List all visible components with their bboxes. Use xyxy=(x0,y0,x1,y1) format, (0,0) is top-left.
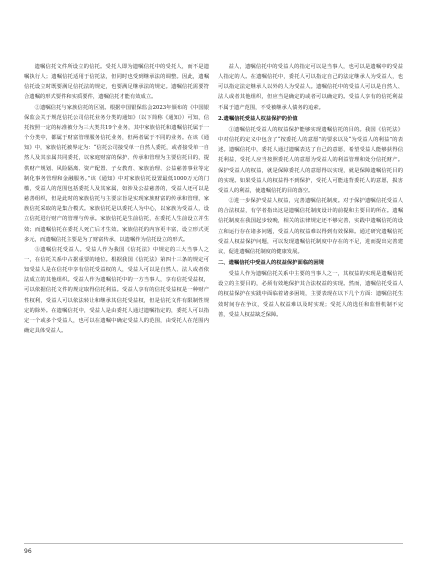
left-column xyxy=(24,62,209,336)
paragraph: ②进一步保护受益人权益，完善遗嘱信托制度。对于保护遗嘱信托受益人的合法权益，有学者指出这是遗嘱信托制度设计的前提和主要目的所在。遗嘱信托制度在我国起步较晚，相关的法律规定还不够完善，实践中遗嘱信托的设立和运行存在诸多问题，受益人的权益难以得到有效保障。通过研究遗嘱信托受益人权益保护问题，可以发现遗嘱信托制度中存在的不足，进而提出完善建议，促进遗嘱信托制度的健康发展。 xyxy=(218,198,403,255)
paragraph: ②遗嘱信托与家族信托的区别。根据中国银保监会2023年颁布的《中国银保监会关于规范信托公司信托业务分类的通知》（以下简称《通知》）可知，信托按照一定的标准被分为三大类共19个业务，其中家族信托和遗嘱信托属于一个分类中，都属于财富管理服务信托业务，但两者属于不同的业务。在该《通知》中，家族信托被界定为：“信托公司接受单一自然人委托，或者接受单一自然人及其亲属共同委托，以家庭财富的保护、传承和管理为主要信托目的，提供财产规划、风险隔离、资产配置、子女教育、家族治理、公益慈善事业等定制化事务管理和金融服务。”该《通知》中对家族信托设置最低1000万元的门槛，受益人的范围包括委托人及其家属，如涉及公益慈善的，受益人还可以是慈善组织，但是此时的家族信托与主要宗旨是实现家族财富的传承和管理，家族信托采取的是集合模式。家族信托是以委托人为中心，以家族为受益人，设立信托进行财产的管理与传承。家族信托是生前信托，在委托人生前设立并生效；而遗嘱信托在委托人死亡后才生效。家族信托的内容更丰富，设立形式更多元，而遗嘱信托主要是为了财富传承，以遗嘱作为信托设立的形式。 xyxy=(24,104,209,243)
paragraph: 遗嘱信托文件所设立的信托。受托人即为遗嘱信托中的受托人，而不是遗嘱执行人；遗嘱信托适用于信托法，但同时也受到继承法的调整。因此，遗嘱信托设立时既要满足信托法的规定，也要满足继承法的规定。遗嘱信托需要符合遗嘱的形式要件和实质要件，遗嘱信托才能有效成立。 xyxy=(24,64,209,101)
right-column xyxy=(218,62,403,320)
section-subheading: 2.遗嘱信托受益人权益保护的价值 xyxy=(218,115,298,122)
paragraph: ①遗嘱信托受益人的权益保护能够实现遗嘱信托的目的。我国《信托法》中对信托的定义中包含了“按委托人的意愿”的要求以及“为受益人的利益”的表述。遗嘱信托中，委托人通过遗嘱表达了自己的意愿，希望受益人能够获得信托利益，受托人应当按照委托人的意愿为受益人的利益管理和处分信托财产。保护受益人的权益，就是保障委托人的意愿得以实现，就是保障遗嘱信托目的的实现。如果受益人的权益得不到保护，受托人可能违背委托人的意愿，损害受益人的利益，使遗嘱信托的目的落空。 xyxy=(218,126,403,194)
section-heading: 二、遗嘱信托中受益人的权益保护面临的困境 xyxy=(218,259,324,266)
paragraph: ③遗嘱信托受益人。受益人作为我国《信托法》中规定的三大当事人之一，在信托关系中占据重要的地位。根据我国《信托法》第四十三条的规定可知受益人是在信托中享有信托受益权的人，受益人可以是自然人、法人或者依法成立的其他组织。受益人作为遗嘱信托中的一方当事人，享有信托受益权，可以依据信托文件的规定取得信托利益。受益人享有的信托受益权是一种财产性权利，受益人可以依法转让和继承其信托受益权，但是信托文件有限制性规定的除外。在遗嘱信托中，受益人是由委托人通过遗嘱指定的，委托人可以指定一个或多个受益人，也可以在遗嘱中确定受益人的范围，由受托人在范围内确定具体受益人。 xyxy=(24,246,209,335)
paragraph: 受益人作为遗嘱信托关系中主要的当事人之一，其权益的实现是遗嘱信托设立的主要目的，必须有效地保护其合法权益的实现。然而，遗嘱信托受益人的权益保护在实践中面临着诸多困境，主要表现在以下几个方面：遗嘱信托生效时间存在争议，受益人权益难以及时实现；受托人的选任和监督机制不完善，受益人权益缺乏保障。 xyxy=(218,271,403,318)
page-number: 96 xyxy=(24,548,32,555)
paragraph: 益人，遗嘱信托中的受益人的指定可以是当事人，也可以是遗嘱中的受益人指定的人。在遗嘱信托中，委托人可以指定自己的法定继承人为受益人，也可以指定法定继承人以外的人为受益人。遗嘱信托中的受益人可以是自然人、法人或者其他组织，但应当是确定的或者可以确定的。受益人享有的信托利益不属于遗产范围，不受被继承人债务的追索。 xyxy=(218,64,403,111)
footer-rule xyxy=(24,543,403,544)
